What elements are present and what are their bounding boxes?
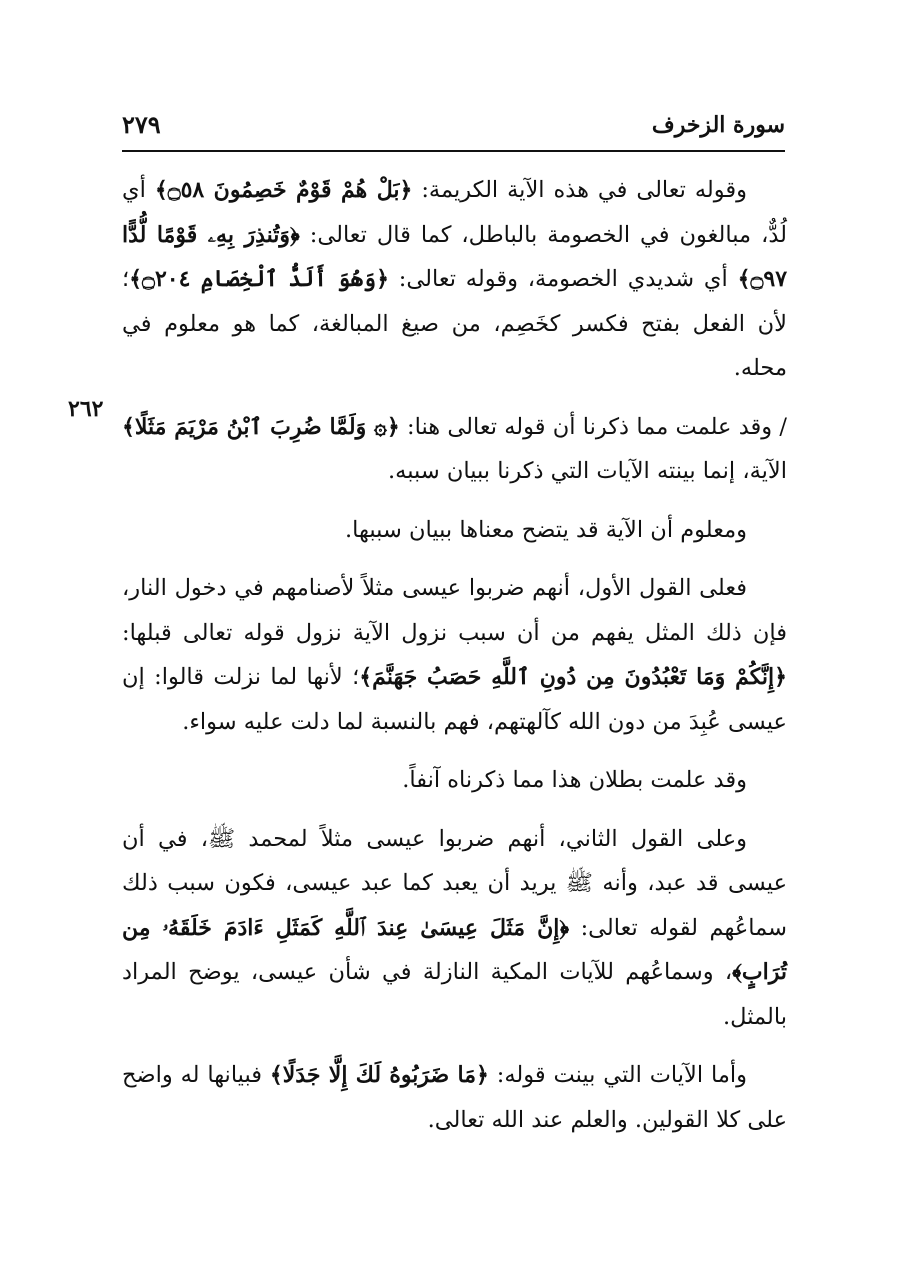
paragraph-text: وعلى القول الثاني، أنهم ضربوا عيسى مثلاً لمحمد ﷺ، في أن عيسى قد عبد، وأنه ﷺ يريد أن يعبد كما عبد عيسى، فكون سبب ذلك سماعُهم لقوله تعالى: [122,825,787,941]
paragraph [122,508,787,553]
paragraph-text: / وقد علمت مما ذكرنا أن قوله تعالى هنا: [399,413,788,440]
paragraph [122,1053,787,1142]
paragraph [122,405,787,494]
paragraph-text: ؛ لأنها لما نزلت قالوا: إن عيسى عُبِدَ من دون الله كآلهتهم، فهم بالنسبة لما دلت عليه سواء. [122,664,787,735]
paragraph [122,168,787,391]
page-header [122,110,785,152]
paragraph-text: ؛ لأن الفعل بفتح فكسر كخَصِم، من صيغ المبالغة، كما هو معلوم في محله. [122,266,787,381]
paragraph-text: ومعلوم أن الآية قد يتضح معناها ببيان سببها. [345,516,747,543]
paragraph-text: وأما الآيات التي بينت قوله: [488,1062,747,1088]
paragraph-text: الآية، إنما بينته الآيات التي ذكرنا ببيان سببه. [388,458,787,484]
paragraph [122,758,787,803]
quran-verse: ﴿مَا ضَرَبُوهُ لَكَ إِلَّا جَدَلًا﴾ [269,1062,489,1088]
paragraph-text: وقد علمت بطلان هذا مما ذكرناه آنفاً. [402,767,747,793]
quran-verse: ﴿إِنَّ مَثَلَ عِيسَىٰ عِندَ ٱللَّهِ كَمَثَلِ ءَادَمَ خَلَقَهُۥ مِن تُرَابٍ﴾ [122,914,787,985]
paragraph-text: فعلى القول الأول، أنهم ضربوا عيسى مثلاً لأصنامهم في دخول النار، فإن ذلك المثل يفهم من أن سبب نزول الآية نزول قوله تعالى قبلها: [122,575,787,646]
paragraph-text: وقوله تعالى في هذه الآية الكريمة: [412,177,748,203]
quran-verse: ﴿بَلْ هُمْ قَوْمٌ خَصِمُونَ ۝٥٨﴾ [154,177,413,203]
margin-page-reference: ٢٦٢ [68,396,104,422]
page-number: ٢٧٩ [122,110,161,139]
paragraph-text: ، وسماعُهم للآيات المكية النازلة في شأن عيسى، يوضح المراد بالمثل. [122,959,787,1030]
paragraph [122,817,787,1040]
paragraph-text: فبيانها له واضح على كلا القولين. والعلم عند الله تعالى. [122,1062,787,1133]
paragraph [122,566,787,744]
quran-verse: ﴿۞ وَلَمَّا ضُرِبَ ٱبْنُ مَرْيَمَ مَثَلًا﴾ [122,413,400,440]
surah-title: سورة الزخرف [651,112,785,138]
quran-verse: ﴿وَتُنذِرَ بِهِۦ قَوْمًا لُّدًّا ۝٩٧﴾ [122,221,788,292]
paragraph-text: أي لُدٌّ، مبالغون في الخصومة بالباطل، كما قال تعالى: [122,177,787,248]
quran-verse: ﴿إِنَّكُمْ وَمَا تَعْبُدُونَ مِن دُونِ ٱللَّهِ حَصَبُ جَهَنَّمَ﴾ [359,664,787,690]
page-body [122,168,787,1156]
paragraph-text: أي شديدي الخصومة، وقوله تعالى: [388,266,738,292]
quran-verse: ﴿وَهُوَ أَلَدُّ ٱلْخِصَامِ ۝٢٠٤﴾ [129,266,389,292]
